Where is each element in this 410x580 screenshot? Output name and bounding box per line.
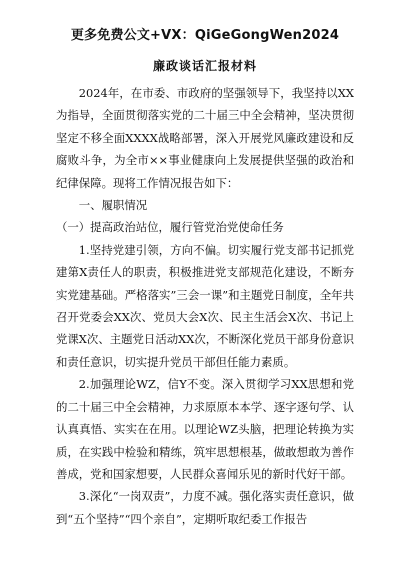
subsection-heading-1: （一）提高政治站位，履行管党治党使命任务 bbox=[56, 220, 284, 235]
paragraph-3: 3.深化“一岗双责”，力度不减。强化落实责任意识，做到“五个坚持”“四个亲自”，定期听取纪委工作报告 bbox=[56, 489, 354, 526]
paragraph-1: 1.坚持党建引领，方向不偏。切实履行党支部书记抓党建第X责任人的职责，积极推进党支部规范化建设，不断夯实党建基础。严格落实”三会一课”和主题党日制度，全年共召开党委会XX次、党员大会X次、民主生活会X次、书记上党课X次、主题党日活动XX次，不断深化党员干部身份意识和责任意识，切实提升党员干部但任能力素质。 bbox=[56, 242, 354, 369]
document-title: 廉政谈话汇报材料 bbox=[152, 59, 257, 73]
section-heading-1: 一、履职情况 bbox=[78, 198, 148, 213]
intro-paragraph: 2024年，在市委、市政府的坚强领导下，我坚持以XX为指导，全面贯彻落实党的二十届三中全会精神，坚决贯彻坚定不移全面XXXX战略部署，深入开展党风廉政建设和反腐败斗争，为全市××事业健康向上发展提供坚强的政治和纪律保障。现将工作情况报告如下： bbox=[56, 86, 354, 190]
promo-banner: 更多免费公文+VX：QiGeGongWen2024 bbox=[70, 28, 340, 43]
paragraph-2: 2.加强理论WZ，信Y不变。深入贯彻学习XX思想和党的二十届三中全会精神，力求原原本本学、逐字逐句学、认认真真悟、实实在在用。以理论WZ头脑，把理论转换为实质，在实践中检验和精练，筑牢思想根基，做敢想敢为善作善成，党和国家想要，人民群众喜闻乐见的新时代好干部。 bbox=[56, 377, 354, 481]
